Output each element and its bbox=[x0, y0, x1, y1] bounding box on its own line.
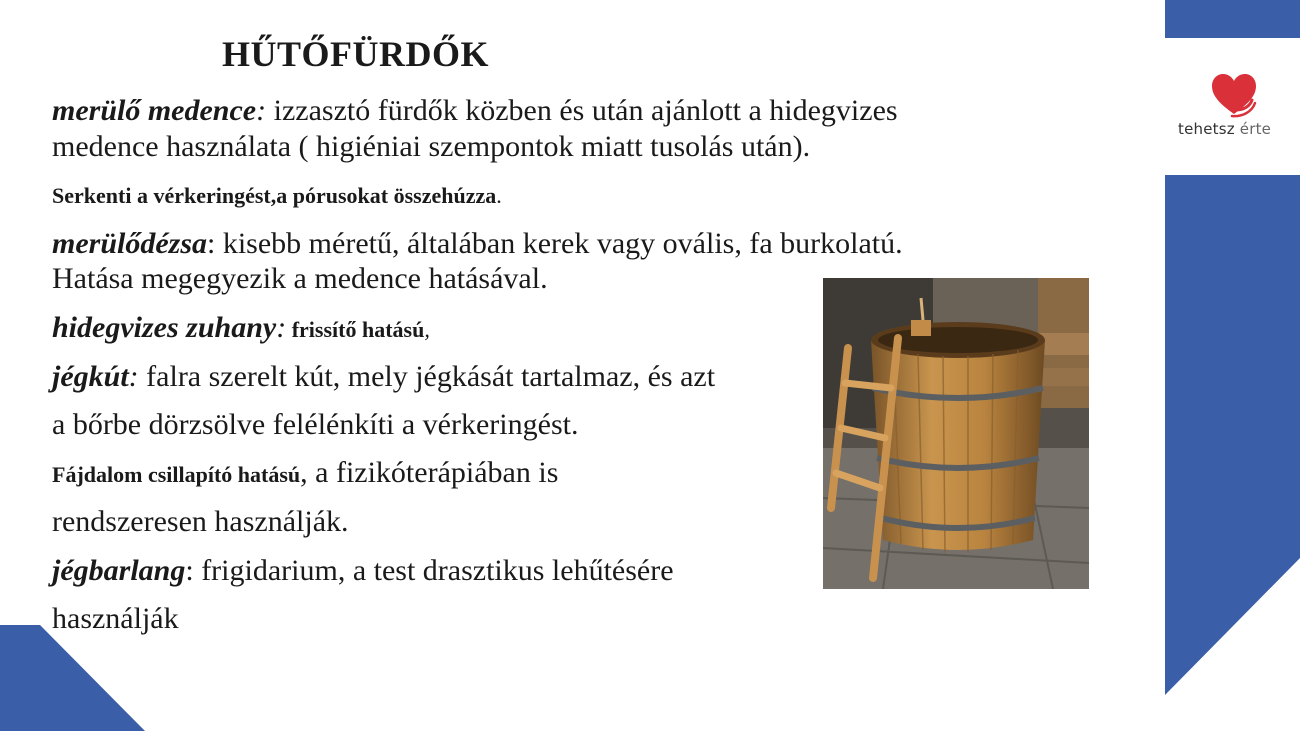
decor-bottom-left-triangle bbox=[0, 625, 145, 731]
bold-text: frissítő hatású bbox=[286, 317, 425, 342]
text-line: medence használata ( higiéniai szempontok miatt tusolás után). bbox=[52, 130, 811, 163]
heart-icon bbox=[1208, 70, 1260, 120]
text-line-jegkut bbox=[52, 359, 715, 395]
term-jegkut: jégkút bbox=[52, 360, 129, 393]
text-line: használják bbox=[52, 602, 179, 635]
text-span: , bbox=[424, 317, 430, 342]
bold-text: Fájdalom csillapító hatású bbox=[52, 462, 301, 487]
logo-wordmark bbox=[1178, 120, 1298, 138]
text-line: Hatása megegyezik a medence hatásával. bbox=[52, 262, 548, 295]
logo-brand-bold: tehetsz bbox=[1178, 120, 1235, 138]
text-span: falra szerelt kút, mely jégkását tartalmaz, és azt bbox=[138, 360, 716, 393]
text-line-hidegvizes-zuhany bbox=[52, 310, 430, 348]
text-line: a bőrbe dörzsölve felélénkíti a vérkeringést. bbox=[52, 408, 579, 441]
text-span: . bbox=[496, 183, 502, 208]
text-line-merulo-medence bbox=[52, 93, 898, 129]
term-jegbarlang: jégbarlang bbox=[52, 554, 186, 587]
bold-text: Serkenti a vérkeringést,a pórusokat összehúzza bbox=[52, 183, 497, 208]
term-merulo-medence: merülő medence bbox=[52, 94, 257, 127]
text-line-jegbarlang bbox=[52, 553, 674, 589]
text-span: , a fizikóterápiában is bbox=[300, 456, 559, 489]
text-line: rendszeresen használják. bbox=[52, 505, 349, 538]
wooden-tub-illustration bbox=[823, 278, 1089, 589]
text-line-serkenti bbox=[52, 181, 502, 211]
term-hidegvizes-zuhany: hidegvizes zuhany bbox=[52, 311, 277, 344]
text-span: izzasztó fürdők közben és után ajánlott a hidegvizes bbox=[266, 94, 898, 127]
term-merulodezsa: merülődézsa bbox=[52, 227, 208, 260]
text-line-merulodezsa bbox=[52, 226, 903, 262]
text-line-fajdalom bbox=[52, 455, 558, 493]
separator: : bbox=[128, 360, 139, 393]
separator: : bbox=[256, 94, 267, 127]
slide-title: HŰTŐFÜRDŐK bbox=[222, 34, 490, 74]
wooden-tub-photo bbox=[823, 278, 1089, 589]
text-span: : frigidarium, a test drasztikus lehűtésére bbox=[185, 554, 674, 587]
decor-right-band bbox=[1165, 175, 1300, 695]
logo-brand-light: érte bbox=[1234, 120, 1272, 138]
brand-logo bbox=[1172, 70, 1296, 142]
text-span: : kisebb méretű, általában kerek vagy ovális, fa burkolatú. bbox=[207, 227, 903, 260]
decor-top-right-bar bbox=[1165, 0, 1300, 38]
separator: : bbox=[276, 311, 287, 344]
